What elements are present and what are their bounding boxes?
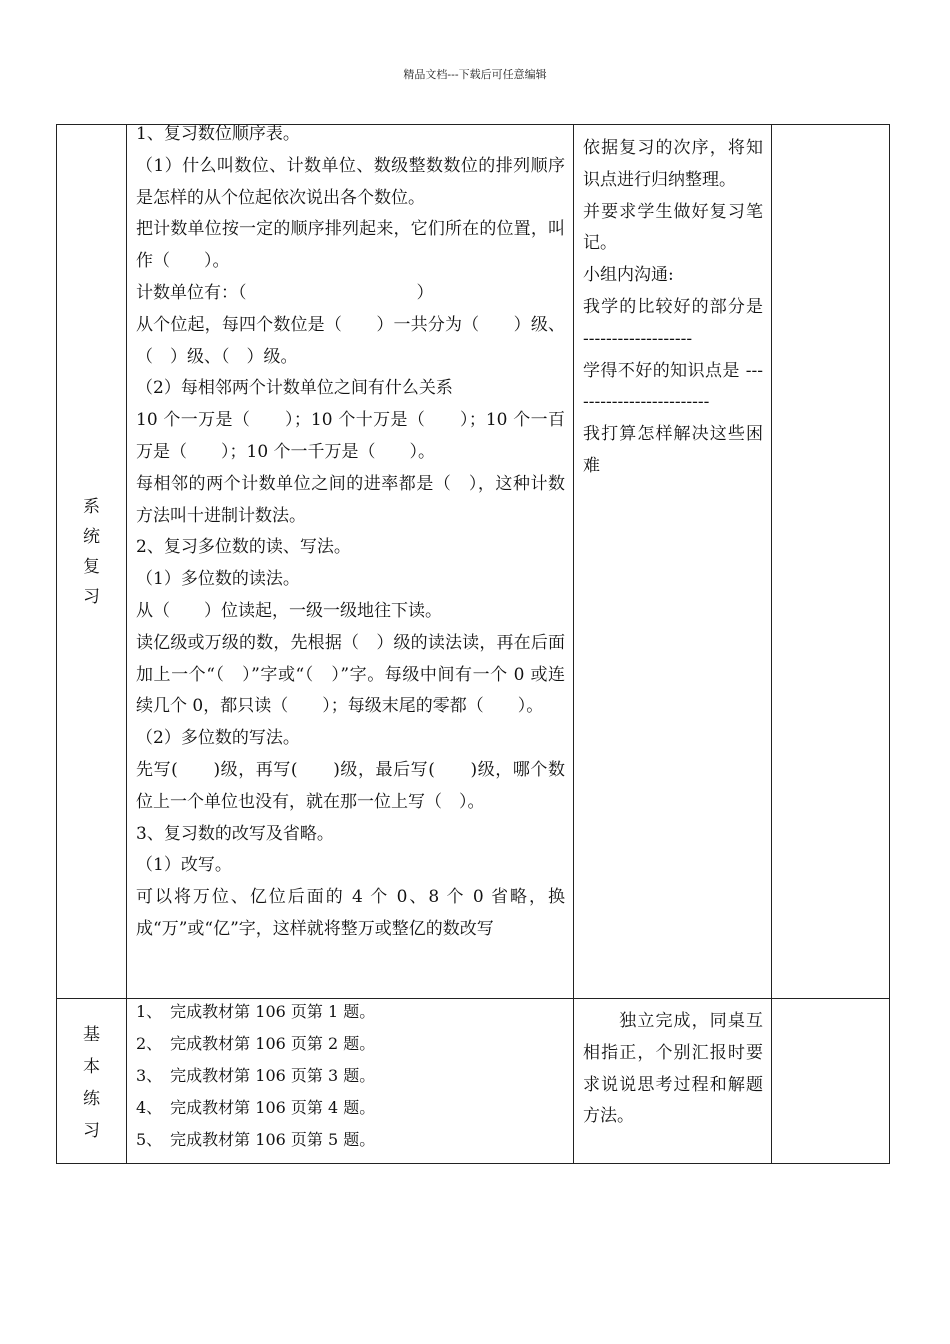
- method-line: 学得不好的知识点是 -------------------------: [583, 360, 763, 413]
- content-line: 3、复习数的改写及省略。: [136, 823, 334, 844]
- label-char: 系: [83, 497, 100, 517]
- content-line: 把计数单位按一定的顺序排列起来，它们所在的位置，叫作（ ）。: [136, 219, 565, 272]
- list-item: 2、 完成教材第 106 页第 2 题。: [136, 1034, 376, 1053]
- content-line: 从个位起，每四个数位是（ ）一共分为（ ）级、（ ）级、（ ）级。: [136, 314, 565, 367]
- method-line: 独立完成，同桌互相指正，个别汇报时要求说说思考过程和解题方法。: [583, 1011, 763, 1127]
- label-char: 本: [83, 1057, 100, 1077]
- content-line: 每相邻的两个计数单位之间的进率都是（ ），这种计数方法叫十进制计数法。: [136, 473, 565, 526]
- method-line: 我打算怎样解决这些困难: [583, 424, 763, 476]
- practice-method: [574, 999, 771, 1133]
- label-char: 统: [83, 527, 100, 547]
- row-label-cell: [57, 125, 127, 999]
- page-header: 精品文档---下载后可任意编辑: [403, 68, 547, 81]
- content-line: （1）什么叫数位、计数单位、数级整数数位的排列顺序是怎样的从个位起依次说出各个数位。: [136, 155, 565, 208]
- review-method: [574, 125, 771, 483]
- content-line: 读亿级或万级的数，先根据（ ）级的读法读，再在后面加上一个“（ ）”字或“（ ）”字。每级中间有一个 0 或连续几个 0，都只读（ ）；每级末尾的零都（ ）。: [136, 632, 565, 717]
- content-clip: [127, 125, 573, 998]
- content-line: 2、复习多位数的读、写法。: [136, 537, 351, 558]
- content-cell: [127, 999, 574, 1164]
- list-item: 3、 完成教材第 106 页第 3 题。: [136, 1066, 376, 1085]
- list-item: 1、 完成教材第 106 页第 1 题。: [136, 1002, 376, 1021]
- label-char: 习: [83, 587, 100, 607]
- content-line: 可以将万位、亿位后面的 4 个 0、8 个 0 省略，换成“万”或“亿”字，这样就将整万或整亿的数改写: [136, 887, 565, 939]
- method-line: 我学的比较好的部分是 -------------------: [583, 296, 763, 349]
- content-line: 先写( )级，再写( )级，最后写( )级，哪个数位上一个单位也没有，就在那一位上写（ ）。: [136, 759, 565, 812]
- label-char: 练: [83, 1089, 100, 1109]
- label-char: 基: [83, 1025, 100, 1045]
- label-char: 复: [83, 557, 100, 577]
- row-label-cell: [57, 999, 127, 1164]
- lesson-table: [56, 124, 890, 1164]
- content-line: 1、复习数位顺序表。: [136, 125, 300, 144]
- content-line: 计数单位有：（ ）: [136, 282, 434, 303]
- label-char: 习: [83, 1121, 100, 1141]
- content-line: （1）多位数的读法。: [136, 569, 300, 590]
- content-clip: [127, 999, 573, 1163]
- table-row: [57, 125, 890, 999]
- method-cell: [574, 125, 772, 999]
- exercise-list: [127, 999, 573, 1156]
- empty-cell: [772, 125, 890, 999]
- empty-cell: [772, 999, 890, 1164]
- list-item: 5、 完成教材第 106 页第 5 题。: [136, 1130, 376, 1149]
- content-line: （1）改写。: [136, 855, 232, 876]
- table-row: [57, 999, 890, 1164]
- content-cell: [127, 125, 574, 999]
- method-line: 并要求学生做好复习笔记。: [583, 201, 763, 254]
- list-item: 4、 完成教材第 106 页第 4 题。: [136, 1098, 376, 1117]
- content-line: （2）多位数的写法。: [136, 728, 300, 749]
- row-label-practice: [82, 1019, 102, 1147]
- method-line: 小组内沟通:: [583, 265, 674, 286]
- content-line: （2）每相邻两个计数单位之间有什么关系: [136, 378, 453, 399]
- method-cell: [574, 999, 772, 1164]
- method-line: 依据复习的次序，将知识点进行归纳整理。: [583, 138, 763, 190]
- row-label-review: [82, 492, 102, 612]
- review-content: [127, 125, 573, 946]
- content-line: 10 个一万是（ ）；10 个十万是（ ）；10 个一百万是（ ）；10 个一千万是（ ）。: [136, 410, 565, 462]
- content-line: 从（ ）位读起，一级一级地往下读。: [136, 600, 442, 621]
